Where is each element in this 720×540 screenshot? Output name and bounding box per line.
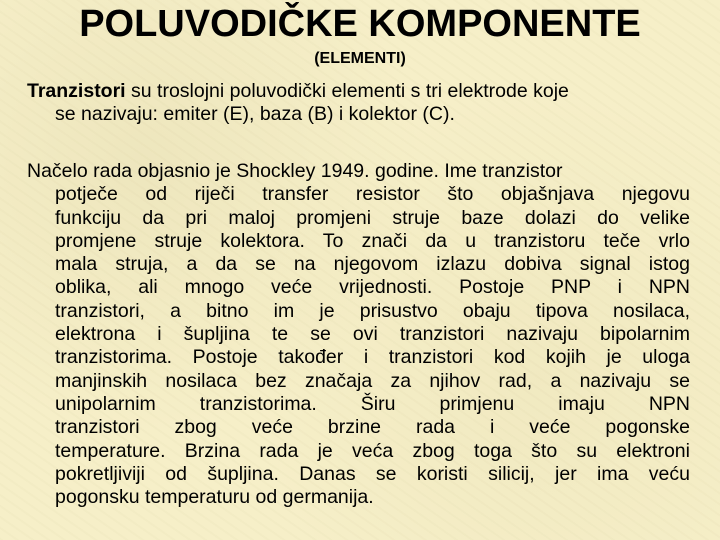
paragraph-line: elektrona i šupljina te se ovi tranzistori nazivaju bipolarnim bbox=[55, 323, 690, 346]
slide-title: POLUVODIČKE KOMPONENTE bbox=[79, 3, 641, 45]
text-fragment: su troslojni poluvodički elementi s tri elektrode koje bbox=[125, 80, 569, 102]
paragraph-line: tranzistorima. Postoje također i tranzistori kod kojih je uloga bbox=[55, 346, 690, 369]
paragraph-line: potječe od riječi transfer resistor što objašnjava njegovu bbox=[55, 183, 690, 206]
paragraph-line: Načelo rada objasnio je Shockley 1949. godine. Ime tranzistor bbox=[27, 160, 563, 182]
paragraph-line: se nazivaju: emiter (E), baza (B) i kolektor (C). bbox=[55, 103, 455, 126]
paragraph-line: funkciju da pri maloj promjeni struje baze dolazi do velike bbox=[55, 206, 690, 229]
paragraph-operating-principle bbox=[27, 160, 690, 509]
paragraph-line: promjene struje kolektora. To znači da u tranzistoru teče vrlo bbox=[55, 229, 690, 252]
slide-subtitle: (ELEMENTI) bbox=[314, 50, 406, 67]
paragraph-line: mala struja, a da se na njegovom izlazu dobiva signal istog bbox=[55, 253, 690, 276]
paragraph-line: unipolarnim tranzistorima. Širu primjenu imaju NPN bbox=[55, 392, 690, 415]
paragraph-line: temperature. Brzina rada je veća zbog toga što su elektroni bbox=[55, 439, 690, 462]
paragraph-line: oblika, ali mnogo veće vrijednosti. Postoje PNP i NPN bbox=[55, 276, 690, 299]
paragraph-transistors-intro bbox=[27, 80, 690, 127]
paragraph-line bbox=[27, 80, 690, 103]
paragraph-line: manjinskih nosilaca bez značaja za njihov rad, a nazivaju se bbox=[55, 369, 690, 392]
paragraph-line: tranzistori zbog veće brzine rada i veće pogonske bbox=[55, 416, 690, 439]
paragraph-line: pokretljiviji od šupljina. Danas se koristi silicij, jer ima veću bbox=[55, 462, 690, 485]
term-tranzistori: Tranzistori bbox=[27, 80, 126, 102]
paragraph-line: pogonsku temperaturu od germanija. bbox=[55, 486, 374, 509]
paragraph-line: tranzistori, a bitno im je prisustvo obaju tipova nosilaca, bbox=[55, 299, 690, 322]
